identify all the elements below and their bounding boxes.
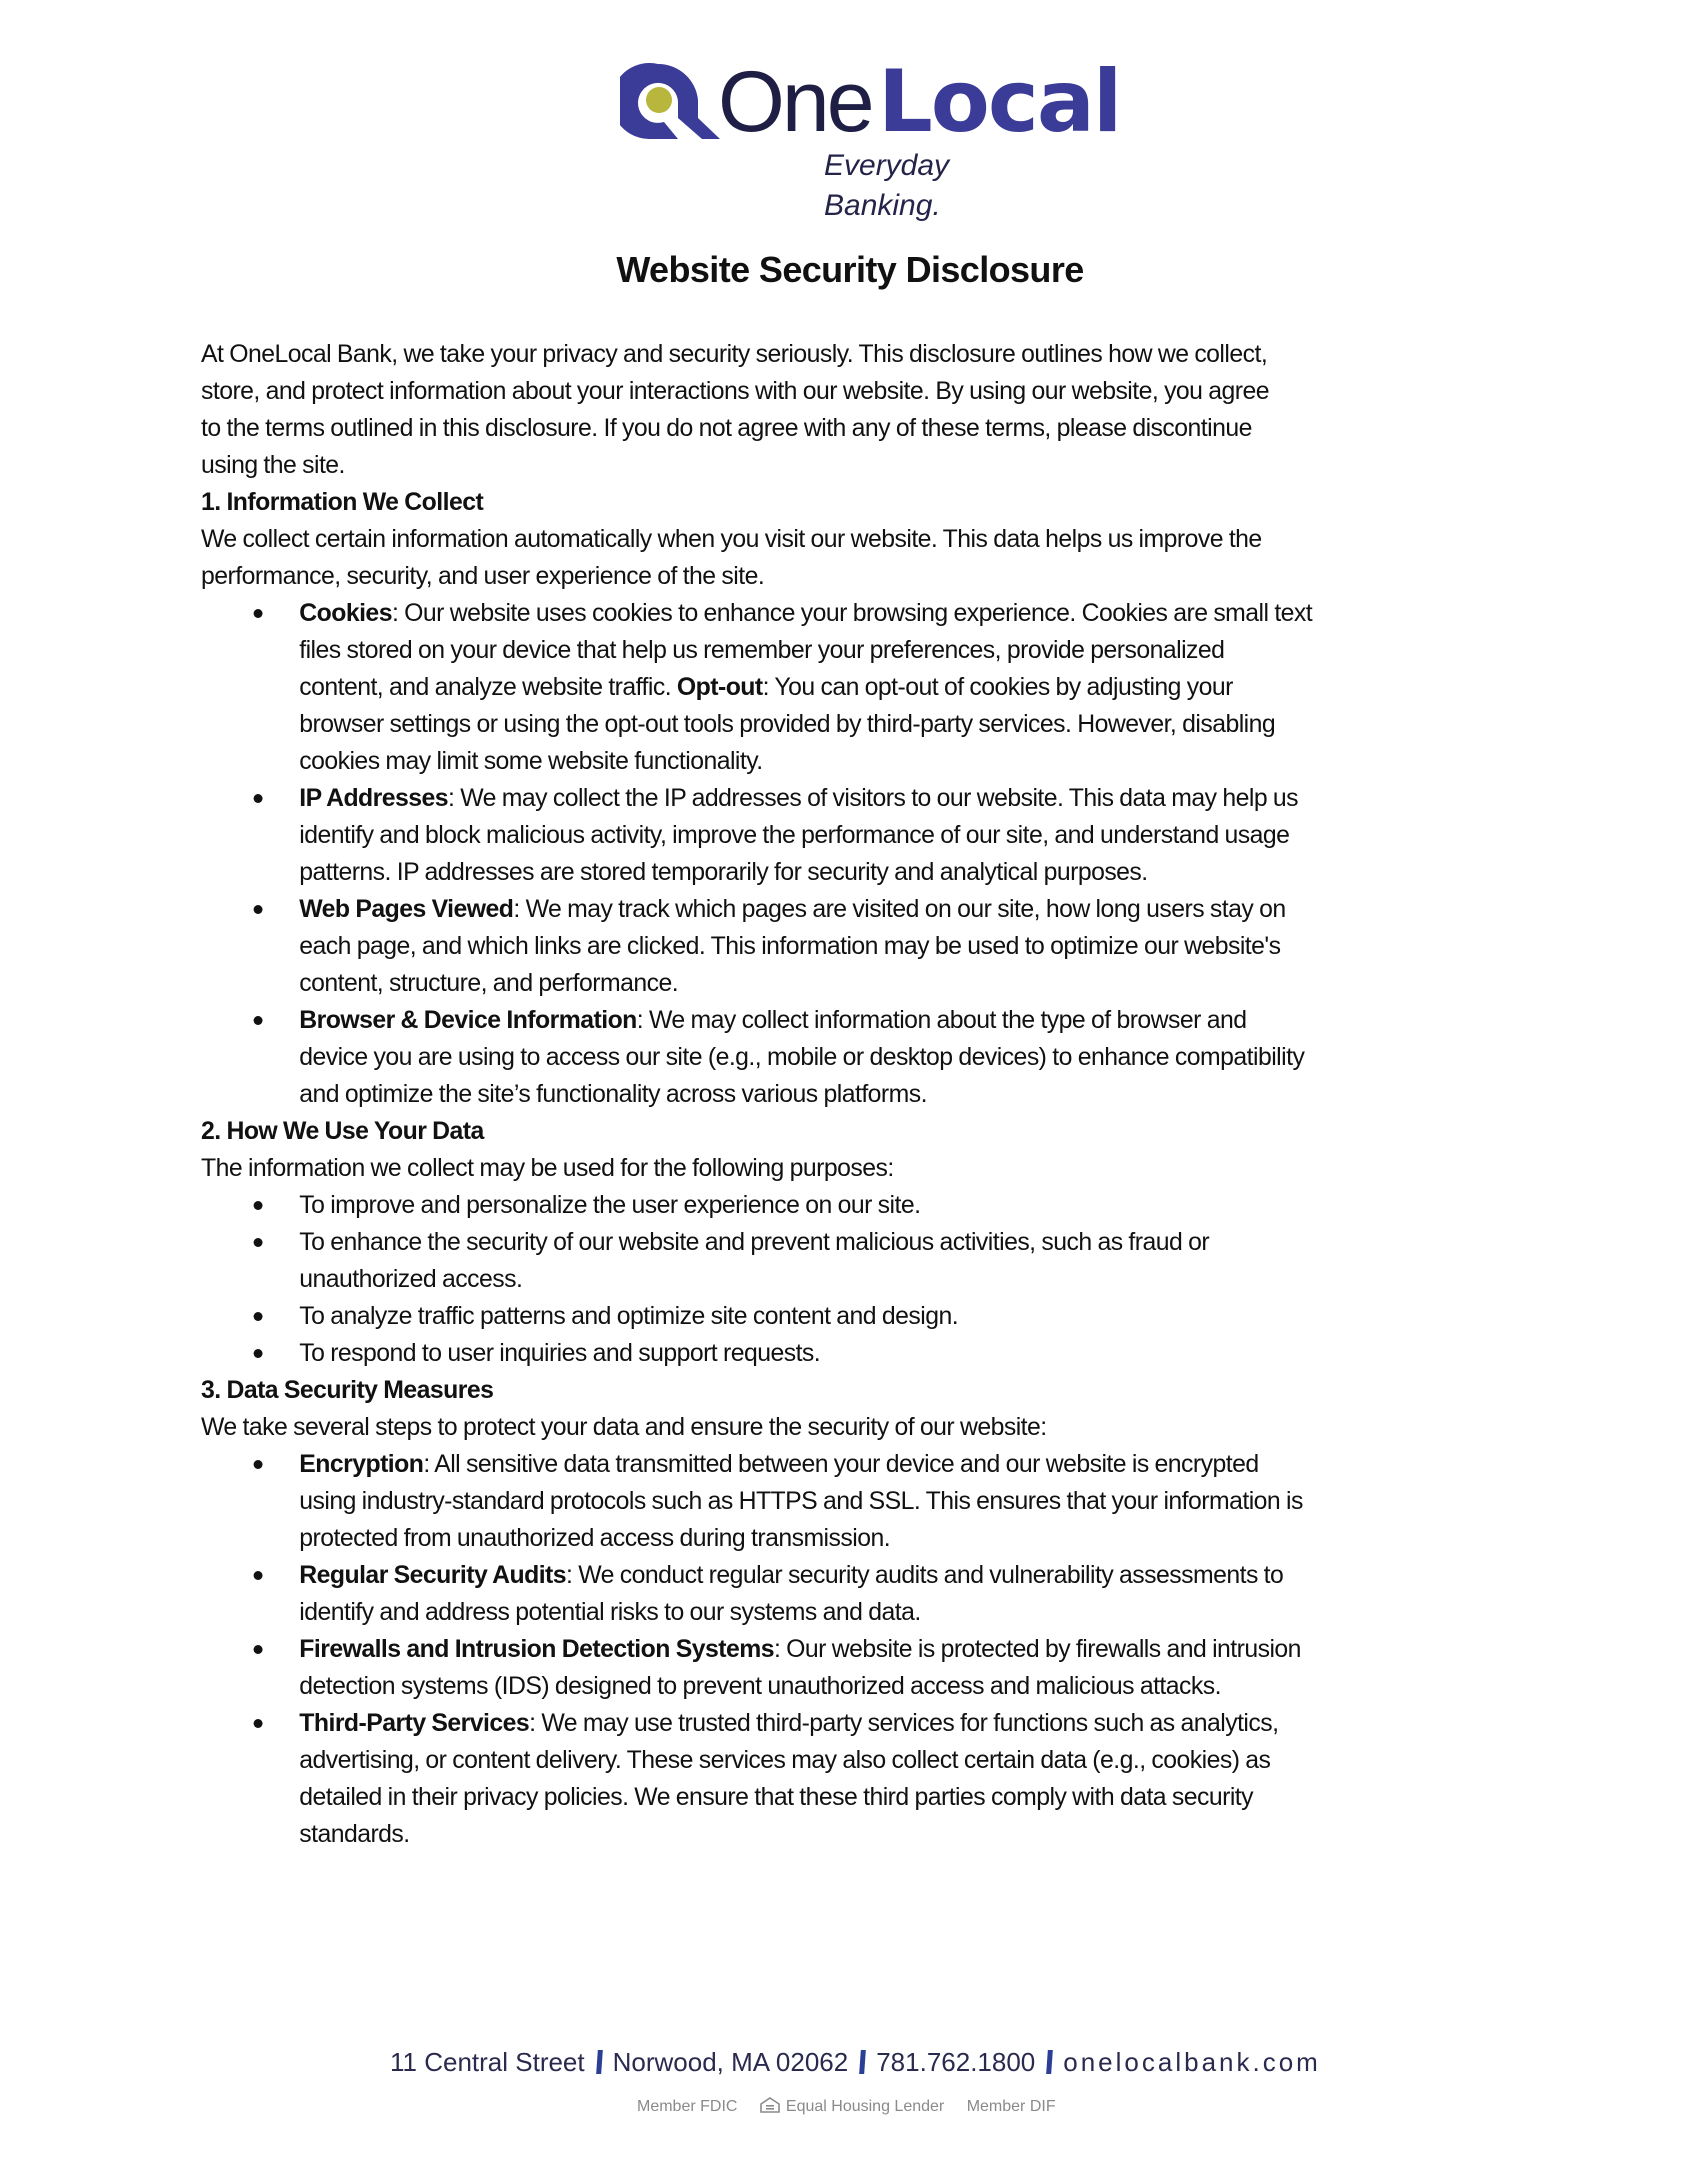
bullet-term: Firewalls and Intrusion Detection Systems bbox=[299, 1635, 774, 1663]
bullet-text: : Our website uses cookies to enhance your browsing experience. Cookies are small text bbox=[391, 599, 1313, 627]
section-data-security-measures bbox=[201, 1372, 1521, 1853]
bullet-text: : We may use trusted third-party services for functions such as analytics, bbox=[529, 1709, 1279, 1737]
bullet-icon bbox=[254, 1645, 263, 1654]
list-item bbox=[201, 1187, 1511, 1224]
footer-contact bbox=[390, 2044, 1321, 2080]
bullet-text: To respond to user inquiries and support requests. bbox=[299, 1339, 821, 1367]
bullet-icon bbox=[254, 1016, 263, 1025]
bullet-text: : We conduct regular security audits and vulnerability assessments to bbox=[566, 1561, 1284, 1589]
text-line: At OneLocal Bank, we take your privacy and security seriously. This disclosure outlines how we collect, bbox=[201, 340, 1268, 368]
separator-bar bbox=[596, 2050, 603, 2074]
text-line: files stored on your device that help us remember your preferences, provide personalized bbox=[299, 636, 1225, 664]
text-line: detailed in their privacy policies. We ensure that these third parties comply with data security bbox=[299, 1783, 1254, 1811]
list-item-cookies bbox=[201, 595, 1521, 780]
text-line: The information we collect may be used for the following purposes: bbox=[201, 1154, 894, 1182]
text-line: We collect certain information automatically when you visit our website. This data helps us improve the bbox=[201, 525, 1262, 553]
list-item-third-party-services bbox=[201, 1705, 1521, 1853]
text-line: and optimize the site’s functionality across various platforms. bbox=[299, 1080, 927, 1108]
text-line: using the site. bbox=[201, 451, 345, 479]
bullet-text: : All sensitive data transmitted between your device and our website is encrypted bbox=[423, 1450, 1259, 1478]
text-line: each page, and which links are clicked. This information may be used to optimize our website's bbox=[299, 932, 1281, 960]
bullet-icon bbox=[254, 1312, 263, 1321]
footer-website-link[interactable]: onelocalbank.com bbox=[1063, 2047, 1321, 2077]
text-line: using industry-standard protocols such as HTTPS and SSL. This ensures that your information is bbox=[299, 1487, 1303, 1515]
section-how-we-use-your-data bbox=[201, 1113, 1521, 1372]
bullet-text: : We may collect information about the type of browser and bbox=[636, 1006, 1247, 1034]
separator-bar bbox=[1046, 2050, 1053, 2074]
bullet-text: To enhance the security of our website and prevent malicious activities, such as fraud or bbox=[299, 1228, 1210, 1256]
list-item-ip-addresses bbox=[201, 780, 1521, 891]
logo-word-local: Local bbox=[878, 52, 1121, 152]
list-item-web-pages-viewed bbox=[201, 891, 1521, 1002]
member-fdic: Member FDIC bbox=[637, 2098, 738, 2115]
text-line: protected from unauthorized access during transmission. bbox=[299, 1524, 891, 1552]
separator-bar bbox=[859, 2050, 866, 2074]
footer-phone[interactable]: 781.762.1800 bbox=[876, 2047, 1036, 2077]
bullet-icon bbox=[254, 1201, 263, 1210]
onelocal-logo-mark-icon bbox=[620, 62, 720, 142]
bullet-icon bbox=[254, 794, 263, 803]
logo-word-one: One bbox=[718, 54, 872, 150]
text-line: standards. bbox=[299, 1820, 410, 1848]
text-line: identify and address potential risks to our systems and data. bbox=[299, 1598, 921, 1626]
text-line: performance, security, and user experience of the site. bbox=[201, 562, 765, 590]
document-body bbox=[201, 336, 1521, 1853]
bullet-icon bbox=[254, 1349, 263, 1358]
list-item bbox=[201, 1298, 1511, 1335]
text-line: advertising, or content delivery. These services may also collect certain data (e.g., cookies) as bbox=[299, 1746, 1271, 1774]
bullet-icon bbox=[254, 905, 263, 914]
list-item bbox=[201, 1335, 1511, 1372]
bullet-term: Cookies bbox=[299, 599, 392, 627]
text-line: We take several steps to protect your data and ensure the security of our website: bbox=[201, 1413, 1047, 1441]
footer-disclosures bbox=[637, 2096, 1074, 2118]
bullet-icon bbox=[254, 1460, 263, 1469]
list-item-encryption bbox=[201, 1446, 1521, 1557]
bullet-text: : Our website is protected by firewalls and intrusion bbox=[773, 1635, 1301, 1663]
bullet-icon bbox=[254, 1238, 263, 1247]
bullet-icon bbox=[254, 609, 263, 618]
bullet-term: Encryption bbox=[299, 1450, 424, 1478]
member-dif: Member DIF bbox=[966, 2098, 1056, 2115]
logo-tagline: Everyday Banking. bbox=[824, 149, 950, 222]
bullet-icon bbox=[254, 1719, 263, 1728]
text-line: detection systems (IDS) designed to prevent unauthorized access and malicious attacks. bbox=[299, 1672, 1221, 1700]
text-line: content, structure, and performance. bbox=[299, 969, 679, 997]
list-item-firewalls-ids bbox=[201, 1631, 1521, 1705]
onelocal-logo bbox=[620, 52, 1121, 222]
text-line: store, and protect information about your interactions with our website. By using our website, you agree bbox=[201, 377, 1270, 405]
bullet-term: Web Pages Viewed bbox=[299, 895, 514, 923]
text-line: identify and block malicious activity, improve the performance of our site, and understand usage bbox=[299, 821, 1290, 849]
bullet-icon bbox=[254, 1571, 263, 1580]
intro-paragraph bbox=[201, 336, 1521, 484]
bullet-text: To improve and personalize the user experience on our site. bbox=[299, 1191, 921, 1219]
bullet-term: Opt-out bbox=[676, 673, 763, 701]
bullet-text: : We may collect the IP addresses of visitors to our website. This data may help us bbox=[448, 784, 1299, 812]
footer-city: Norwood, MA 02062 bbox=[612, 2047, 849, 2077]
section-heading: 1. Information We Collect bbox=[201, 488, 484, 516]
text-line: unauthorized access. bbox=[299, 1265, 523, 1293]
text-line: cookies may limit some website functionality. bbox=[299, 747, 763, 775]
list-item bbox=[201, 1224, 1511, 1261]
text-line: browser settings or using the opt-out tools provided by third-party services. However, disabling bbox=[299, 710, 1276, 738]
text-segment: content, and analyze website traffic. bbox=[299, 673, 677, 701]
equal-housing-icon bbox=[760, 2097, 780, 2113]
bullet-term: Browser & Device Information bbox=[299, 1006, 637, 1034]
section-information-we-collect bbox=[201, 484, 1521, 1113]
bullet-term: Third-Party Services bbox=[299, 1709, 530, 1737]
section-heading: 3. Data Security Measures bbox=[201, 1376, 494, 1404]
footer-street: 11 Central Street bbox=[390, 2047, 585, 2077]
text-line: patterns. IP addresses are stored temporarily for security and analytical purposes. bbox=[299, 858, 1148, 886]
list-item-browser-device-information bbox=[201, 1002, 1521, 1113]
text-segment: : You can opt-out of cookies by adjusting your bbox=[762, 673, 1233, 701]
list-item-regular-security-audits bbox=[201, 1557, 1521, 1631]
bullet-term: IP Addresses bbox=[299, 784, 449, 812]
bullet-text: : We may track which pages are visited on our site, how long users stay on bbox=[513, 895, 1286, 923]
section-heading: 2. How We Use Your Data bbox=[201, 1117, 484, 1145]
bullet-term: Regular Security Audits bbox=[299, 1561, 567, 1589]
page-title: Website Security Disclosure bbox=[616, 249, 1084, 290]
text-line: device you are using to access our site (e.g., mobile or desktop devices) to enhance compatibility bbox=[299, 1043, 1305, 1071]
text-line: to the terms outlined in this disclosure. If you do not agree with any of these terms, please discontinue bbox=[201, 414, 1252, 442]
equal-housing-lender: Equal Housing Lender bbox=[785, 2098, 945, 2115]
bullet-text: To analyze traffic patterns and optimize site content and design. bbox=[299, 1302, 959, 1330]
